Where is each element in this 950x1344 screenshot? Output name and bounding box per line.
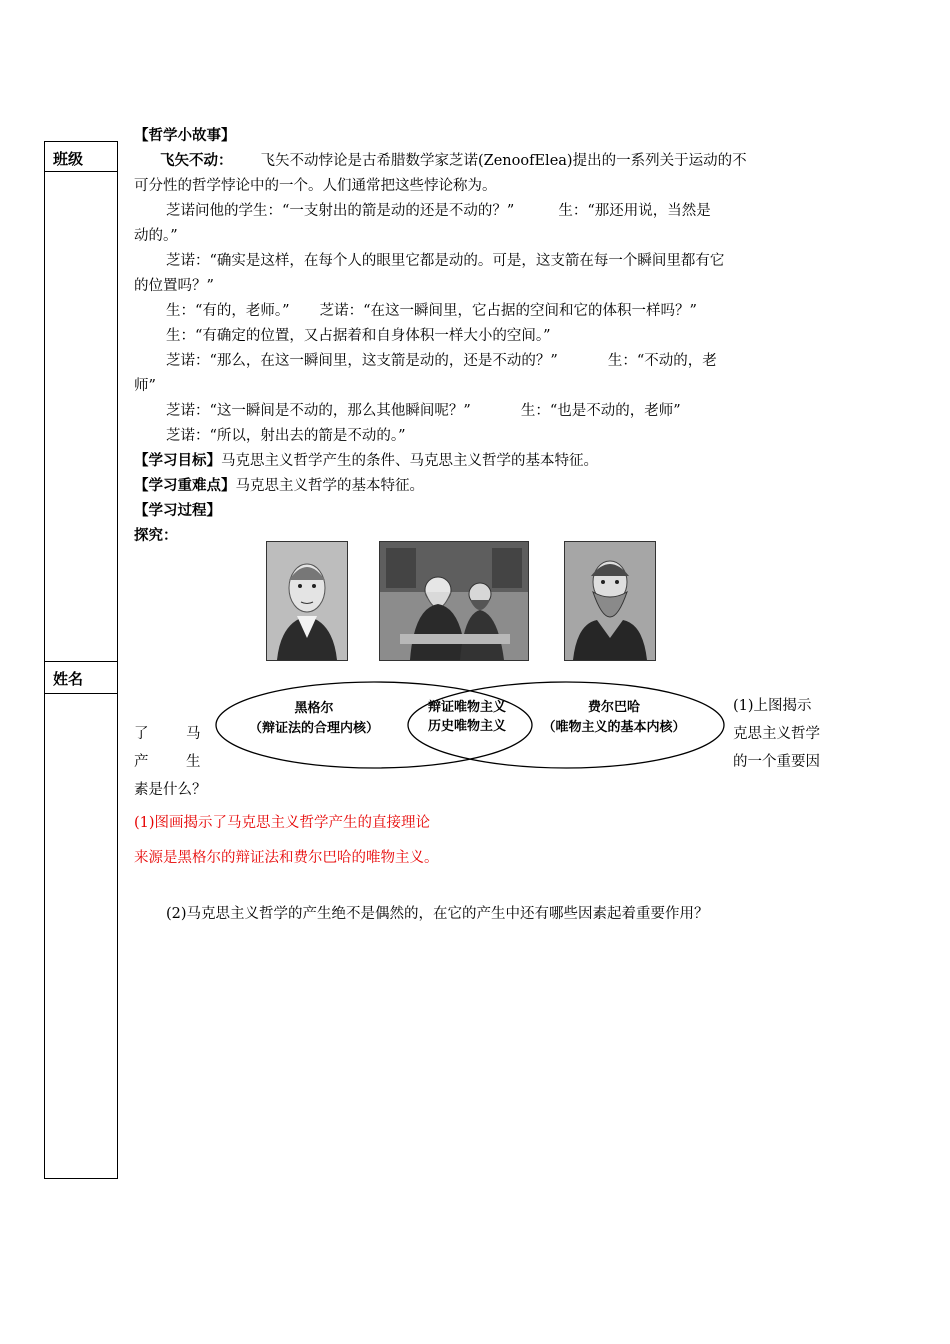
dialogue-line: 芝诺：“那么，在这一瞬间里，这支箭是动的，还是不动的？” 生：“不动的，老 <box>166 353 717 369</box>
dialogue-line: 芝诺问他的学生：“一支射出的箭是动的还是不动的？” 生：“那还用说，当然是 <box>166 203 711 219</box>
dialogue-line: 动的。” <box>134 228 178 244</box>
learning-goal: 【学习目标】马克思主义哲学产生的条件、马克思主义哲学的基本特征。 <box>134 453 598 469</box>
venn-middle-line1: 辩证唯物主义 <box>427 700 507 715</box>
student-info-sidebar <box>44 141 118 1179</box>
q1-text-left-b: 马 <box>186 726 201 742</box>
story-title: 飞矢不动： <box>160 153 233 169</box>
q1-answer-line2: 来源是黑格尔的辩证法和费尔巴哈的唯物主义。 <box>134 850 439 866</box>
venn-right-title: 费尔巴哈 <box>587 700 641 715</box>
q2-question: (2)马克思主义哲学的产生绝不是偶然的，在它的产生中还有哪些因素起着重要作用？ <box>166 906 709 922</box>
dialogue-line: 生：“有的，老师。” 芝诺：“在这一瞬间里，它占据的空间和它的体积一样吗？” <box>166 303 697 319</box>
worksheet-content <box>134 124 840 549</box>
q1-answer-line1: (1)图画揭示了马克思主义哲学产生的直接理论 <box>134 815 431 831</box>
venn-left-subtitle: （辩证法的合理内核） <box>248 721 380 736</box>
q1-text-left-c: 产 <box>134 754 149 770</box>
divider <box>45 171 117 172</box>
q1-text-right-1: (1)上图揭示 <box>733 698 812 714</box>
venn-left-title: 黑格尔 <box>294 701 334 716</box>
marx-engels-image <box>379 541 529 661</box>
story-intro-cont: 可分性的哲学悖论中的一个。人们通常把这些悖论称为。 <box>134 178 497 194</box>
dialogue-line: 的位置吗？” <box>134 278 214 294</box>
story-intro <box>134 149 840 174</box>
story-intro-text: 飞矢不动悖论是古希腊数学家芝诺(ZenoofElea)提出的一系列关于运动的不 <box>260 153 747 169</box>
philosophy-sources-venn-diagram <box>214 680 726 772</box>
venn-right-subtitle: （唯物主义的基本内核） <box>542 720 686 735</box>
dialogue-line: 芝诺：“确实是这样，在每个人的眼里它都是动的。可是，这支箭在每一个瞬间里都有它 <box>166 253 725 269</box>
story-heading: 【哲学小故事】 <box>134 128 236 144</box>
venn-middle-line2: 历史唯物主义 <box>427 719 507 734</box>
dialogue-line: 生：“有确定的位置，又占据着和自身体积一样大小的空间。” <box>166 328 551 344</box>
class-label: 班级 <box>53 150 84 168</box>
divider <box>45 693 117 694</box>
q1-text-right-2: 克思主义哲学 <box>733 726 820 742</box>
q1-text-right-3: 的一个重要因 <box>733 754 820 770</box>
dialogue-line: 芝诺：“所以，射出去的箭是不动的。” <box>166 428 406 444</box>
feuerbach-portrait-image <box>564 541 656 661</box>
q1-text-tail: 素是什么？ <box>134 782 207 798</box>
name-label: 姓名 <box>53 670 84 688</box>
divider <box>45 661 117 662</box>
learning-process-heading: 【学习过程】 <box>134 503 221 519</box>
dialogue-line: 师” <box>134 378 156 394</box>
explore-label: 探究： <box>134 528 178 544</box>
hegel-portrait-image <box>266 541 348 661</box>
dialogue-line: 芝诺：“这一瞬间是不动的，那么其他瞬间呢？” 生：“也是不动的，老师” <box>166 403 681 419</box>
learning-key-points: 【学习重难点】马克思主义哲学的基本特征。 <box>134 478 424 494</box>
q1-text-left-d: 生 <box>186 754 201 770</box>
q1-text-left-a: 了 <box>134 726 149 742</box>
